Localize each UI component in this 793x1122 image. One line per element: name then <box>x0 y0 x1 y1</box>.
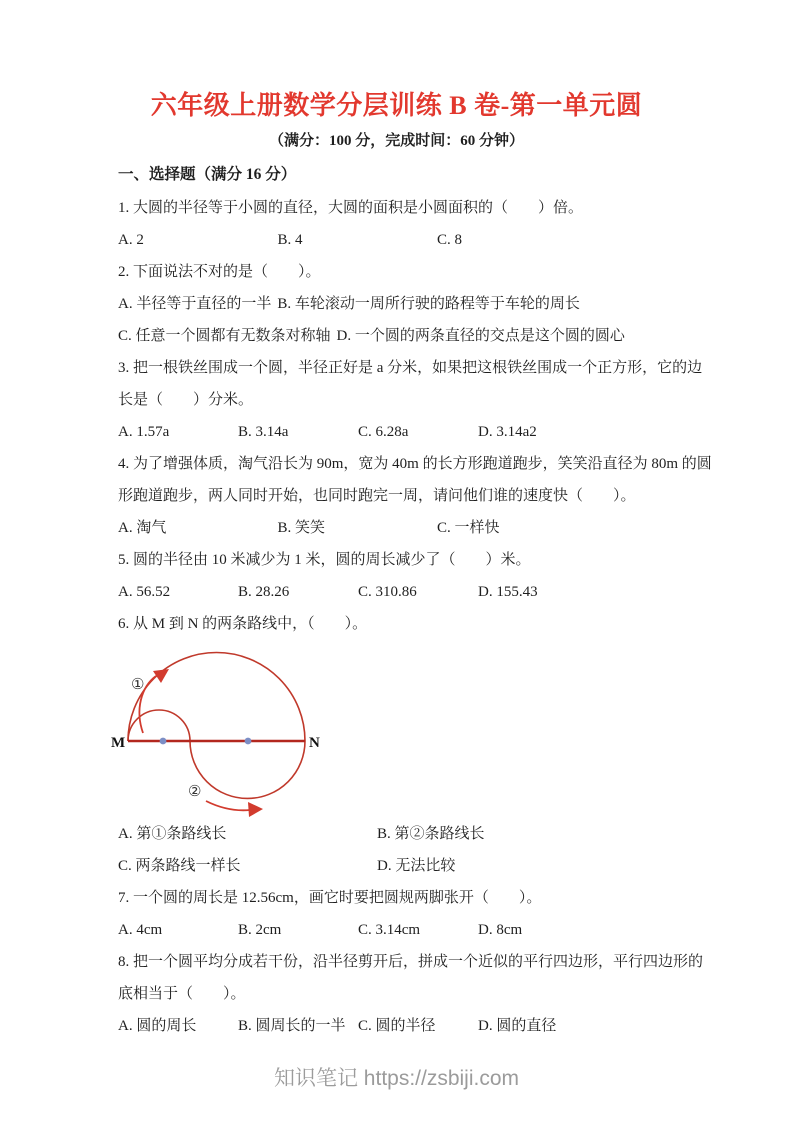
option: A. 56.52 <box>118 584 171 600</box>
question-text: 2. 下面说法不对的是（ ）。 <box>118 264 321 280</box>
point-n-label: N <box>309 735 320 751</box>
route-2-arrowhead-icon <box>248 802 263 817</box>
question-text: 形跑道跑步，两人同时开始，也同时跑完一周，请问他们谁的速度快（ ）。 <box>118 488 636 504</box>
question-text: 6. 从 M 到 N 的两条路线中，（ ）。 <box>118 616 368 632</box>
option: A. 圆的周长 <box>118 1018 197 1034</box>
option: A. 淘气 <box>118 520 167 536</box>
question-2-options-row-1 <box>118 288 688 320</box>
question-text: 4. 为了增强体质，淘气沿长为 90m，宽为 40m 的长方形跑道跑步，笑笑沿直径为 80m 的圆 <box>118 456 712 472</box>
question-1 <box>118 192 688 256</box>
option: A. 第①条路线长 <box>118 826 227 842</box>
question-text: 底相当于（ ）。 <box>118 986 246 1002</box>
option: D. 圆的直径 <box>478 1018 557 1034</box>
document-body <box>0 88 793 1042</box>
option: A. 半径等于直径的一半 <box>118 296 272 312</box>
option: B. 2cm <box>238 922 282 938</box>
option: C. 310.86 <box>358 584 417 600</box>
question-4 <box>118 448 712 544</box>
question-6-options-row-2 <box>118 850 688 882</box>
option: D. 3.14a2 <box>478 424 537 440</box>
option: B. 28.26 <box>238 584 290 600</box>
option: C. 3.14cm <box>358 922 421 938</box>
question-1-options <box>118 224 688 256</box>
question-8-options <box>118 1010 688 1042</box>
question-text: 8. 把一个圆平均分成若干份，沿半径剪开后，拼成一个近似的平行四边形，平行四边形的 <box>118 954 704 970</box>
option: C. 两条路线一样长 <box>118 858 241 874</box>
section-heading: 一、选择题（满分 16 分） <box>118 166 297 183</box>
question-8 <box>118 946 704 1042</box>
question-2-options-row-2 <box>118 320 688 352</box>
content-area <box>0 158 793 1042</box>
question-5 <box>118 544 688 608</box>
question-3-options <box>118 416 688 448</box>
route-1-arc <box>128 653 305 742</box>
option: B. 笑笑 <box>277 520 326 536</box>
question-7 <box>118 882 688 946</box>
question-7-options <box>118 914 688 946</box>
option: A. 4cm <box>118 922 163 938</box>
page-title: 六年级上册数学分层训练 B 卷-第一单元圆 <box>150 91 643 120</box>
route-1-number-label: ① <box>131 677 145 693</box>
center-dot-2 <box>245 738 252 745</box>
option: A. 1.57a <box>118 424 170 440</box>
question-text: 3. 把一根铁丝围成一个圆，半径正好是 a 分米，如果把这根铁丝围成一个正方形，它的边 <box>118 360 703 376</box>
route-2-large-arc <box>190 741 305 798</box>
option: C. 一样快 <box>437 520 500 536</box>
option: D. 8cm <box>478 922 523 938</box>
option: D. 155.43 <box>478 584 538 600</box>
question-6-options-row-1 <box>118 818 688 850</box>
center-dot-1 <box>160 738 167 745</box>
option: B. 3.14a <box>238 424 289 440</box>
point-m-label: M <box>111 735 126 751</box>
routes-figure <box>110 644 322 818</box>
option: C. 任意一个圆都有无数条对称轴 <box>118 328 331 344</box>
option: D. 一个圆的两条直径的交点是这个圆的圆心 <box>336 328 625 344</box>
site-watermark: 知识笔记 https://zsbiji.com <box>273 1067 520 1090</box>
question-4-options <box>118 512 688 544</box>
route-2-number-label: ② <box>188 784 202 800</box>
option: A. 2 <box>118 232 144 248</box>
option: B. 车轮滚动一周所行驶的路程等于车轮的周长 <box>277 296 580 312</box>
option: C. 圆的半径 <box>358 1018 436 1034</box>
question-text: 5. 圆的半径由 10 米减少为 1 米，圆的周长减少了（ ）米。 <box>118 552 531 568</box>
question-3 <box>118 352 703 448</box>
question-2 <box>118 256 688 352</box>
route-2-arrow-icon <box>206 801 250 810</box>
option: D. 无法比较 <box>377 858 456 874</box>
question-text: 7. 一个圆的周长是 12.56cm，画它时要把圆规两脚张开（ ）。 <box>118 890 542 906</box>
question-text: 长是（ ）分米。 <box>118 392 254 408</box>
option: B. 4 <box>277 232 303 248</box>
option: C. 8 <box>437 232 463 248</box>
option: B. 圆周长的一半 <box>238 1018 346 1034</box>
option: C. 6.28a <box>358 424 409 440</box>
option: B. 第②条路线长 <box>377 826 485 842</box>
question-5-options <box>118 576 688 608</box>
route-2-small-arc <box>128 710 190 741</box>
question-6 <box>111 608 688 882</box>
page-subtitle: （满分：100 分，完成时间：60 分钟） <box>268 133 524 149</box>
question-text: 1. 大圆的半径等于小圆的直径，大圆的面积是小圆面积的（ ）倍。 <box>118 200 584 216</box>
